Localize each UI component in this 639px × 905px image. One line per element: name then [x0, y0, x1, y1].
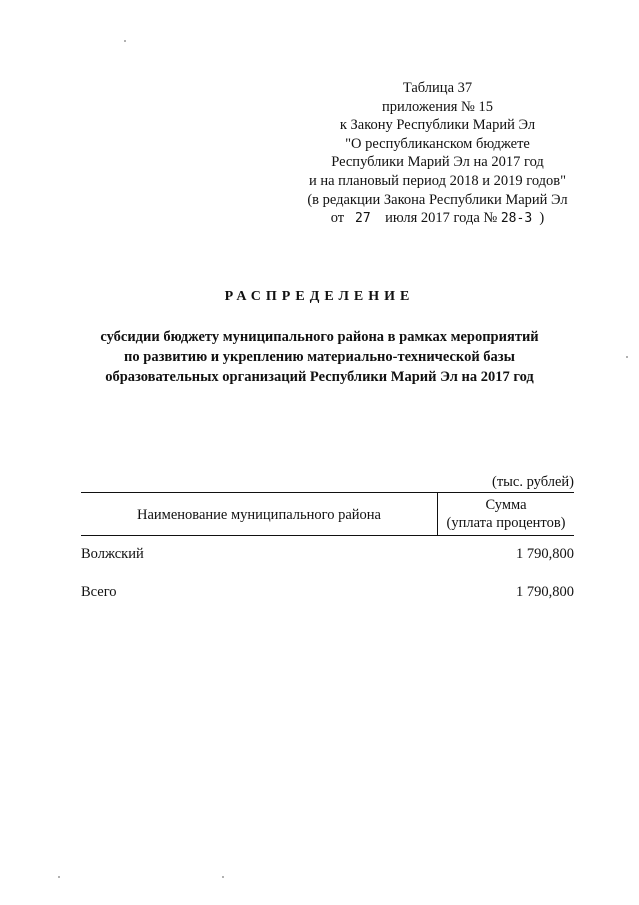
- total-label: Всего: [81, 584, 117, 600]
- table-row: [81, 546, 574, 563]
- header-line-law-title: "О республиканском бюджете: [345, 135, 530, 152]
- distribution-table: [81, 492, 574, 600]
- column-header-sum: [437, 493, 574, 535]
- table-header: [81, 492, 574, 536]
- column-header-sum-note: (уплата процентов): [446, 515, 566, 531]
- appendix-header: [290, 79, 585, 229]
- header-line-planning-period: и на плановый период 2018 и 2019 годов": [308, 172, 567, 189]
- date-day: 27: [355, 211, 371, 227]
- units-label: (тыс. рублей): [492, 474, 574, 490]
- document-subtitle: [0, 327, 639, 387]
- header-line-date: [290, 209, 585, 229]
- total-amount: 1 790,800: [516, 584, 574, 600]
- scan-speck: [124, 40, 126, 42]
- date-suffix: ): [539, 210, 545, 227]
- subtitle-line-3: образовательных организаций Республики Марий Эл на 2017 год: [105, 369, 534, 385]
- subtitle-line-2: по развитию и укреплению материально-технической базы: [124, 349, 515, 365]
- scan-speck: [222, 876, 224, 878]
- subtitle-line-1: субсидии бюджету муниципального района в рамках мероприятий: [100, 329, 539, 345]
- header-line-law-title-cont: Республики Марий Эл на 2017 год: [331, 154, 544, 171]
- scan-speck: [626, 356, 628, 358]
- column-header-sum-title: Сумма: [485, 497, 527, 513]
- table-row-total: [81, 584, 574, 601]
- header-line-law: к Закону Республики Марий Эл: [339, 117, 536, 134]
- header-line-revision: (в редакции Закона Республики Марий Эл: [307, 191, 568, 208]
- document-title: РАСПРЕДЕЛЕНИЕ: [224, 289, 415, 304]
- scan-speck: [58, 876, 60, 878]
- date-month-year: июля 2017 года №: [385, 210, 498, 227]
- law-number: 28-З: [500, 211, 533, 227]
- header-line-appendix: приложения № 15: [382, 98, 493, 115]
- column-header-district: Наименование муниципального района: [137, 506, 381, 523]
- row-district-name: Волжский: [81, 546, 144, 562]
- header-line-table-number: Таблица 37: [402, 80, 473, 96]
- row-amount: 1 790,800: [516, 546, 574, 562]
- date-prefix: от: [330, 210, 345, 227]
